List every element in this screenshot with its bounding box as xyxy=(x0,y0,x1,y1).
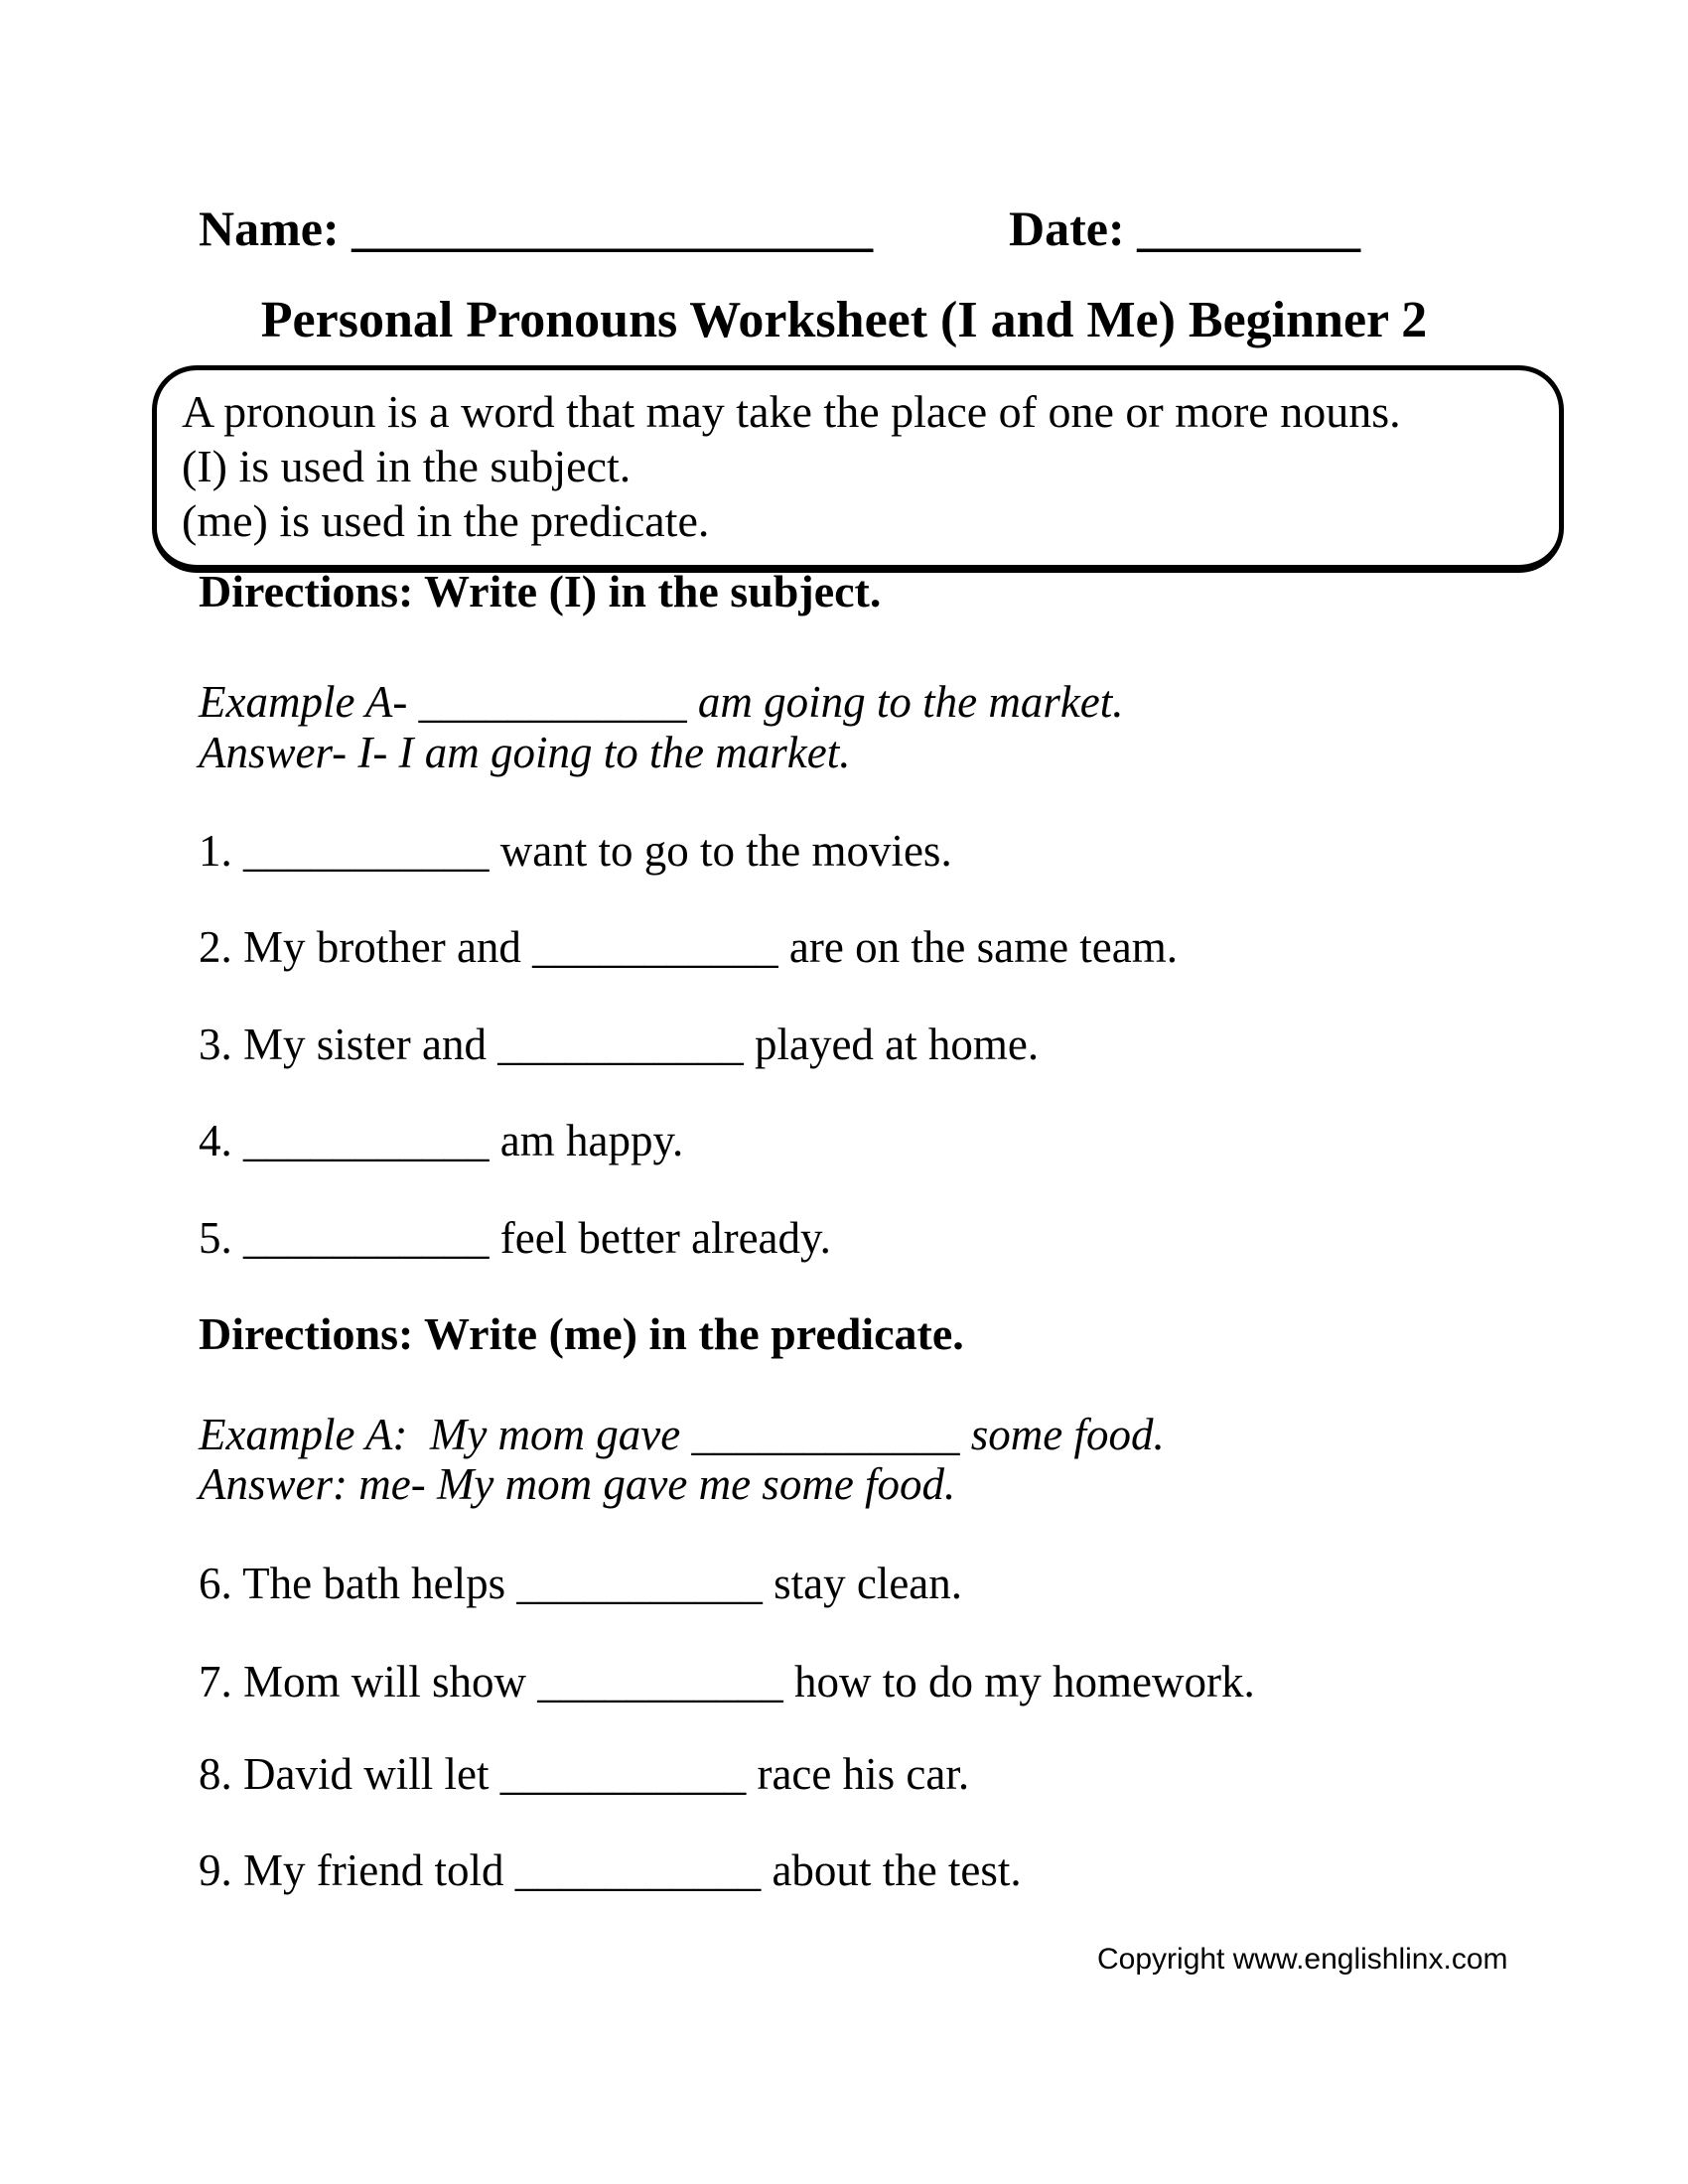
item-8: 8. David will let ___________ race his car. xyxy=(199,1749,970,1799)
example-a-answer-section-2: Answer: me- My mom gave me some food. xyxy=(199,1459,956,1509)
definition-line-3: (me) is used in the predicate. xyxy=(182,495,710,546)
definition-line-1: A pronoun is a word that may take the place of one or more nouns. xyxy=(182,386,1401,437)
example-a-section-2: Example A: My mom gave ____________ some food. xyxy=(199,1410,1165,1459)
directions-section-1: Directions: Write (I) in the subject. xyxy=(199,566,882,616)
date-field xyxy=(1009,201,1361,256)
definition-line-2: (I) is used in the subject. xyxy=(182,441,632,491)
item-7: 7. Mom will show ___________ how to do my homework. xyxy=(199,1657,1255,1706)
name-blank-line: _____________________ xyxy=(339,201,874,256)
directions-section-2: Directions: Write (me) in the predicate. xyxy=(199,1308,964,1359)
item-4: 4. ___________ am happy. xyxy=(199,1116,684,1165)
item-3: 3. My sister and ___________ played at home. xyxy=(199,1020,1040,1069)
date-blank-line: _________ xyxy=(1124,201,1361,256)
item-1: 1. ___________ want to go to the movies. xyxy=(199,826,952,876)
page-title: Personal Pronouns Worksheet (I and Me) Beginner 2 xyxy=(260,292,1428,348)
item-5: 5. ___________ feel better already. xyxy=(199,1213,831,1263)
example-a-section-1: Example A- ____________ am going to the market. xyxy=(199,677,1124,727)
name-field xyxy=(199,201,874,256)
item-6: 6. The bath helps ___________ stay clean. xyxy=(199,1559,963,1608)
date-label: Date: xyxy=(1009,201,1125,256)
example-a-answer-section-1: Answer- I- I am going to the market. xyxy=(199,728,851,777)
item-9: 9. My friend told ___________ about the test. xyxy=(199,1845,1022,1895)
item-2: 2. My brother and ___________ are on the same team. xyxy=(199,922,1179,972)
pronoun-definition-box xyxy=(152,365,1564,573)
name-label: Name: xyxy=(199,201,340,256)
copyright-notice: Copyright www.englishlinx.com xyxy=(1097,1943,1508,1976)
